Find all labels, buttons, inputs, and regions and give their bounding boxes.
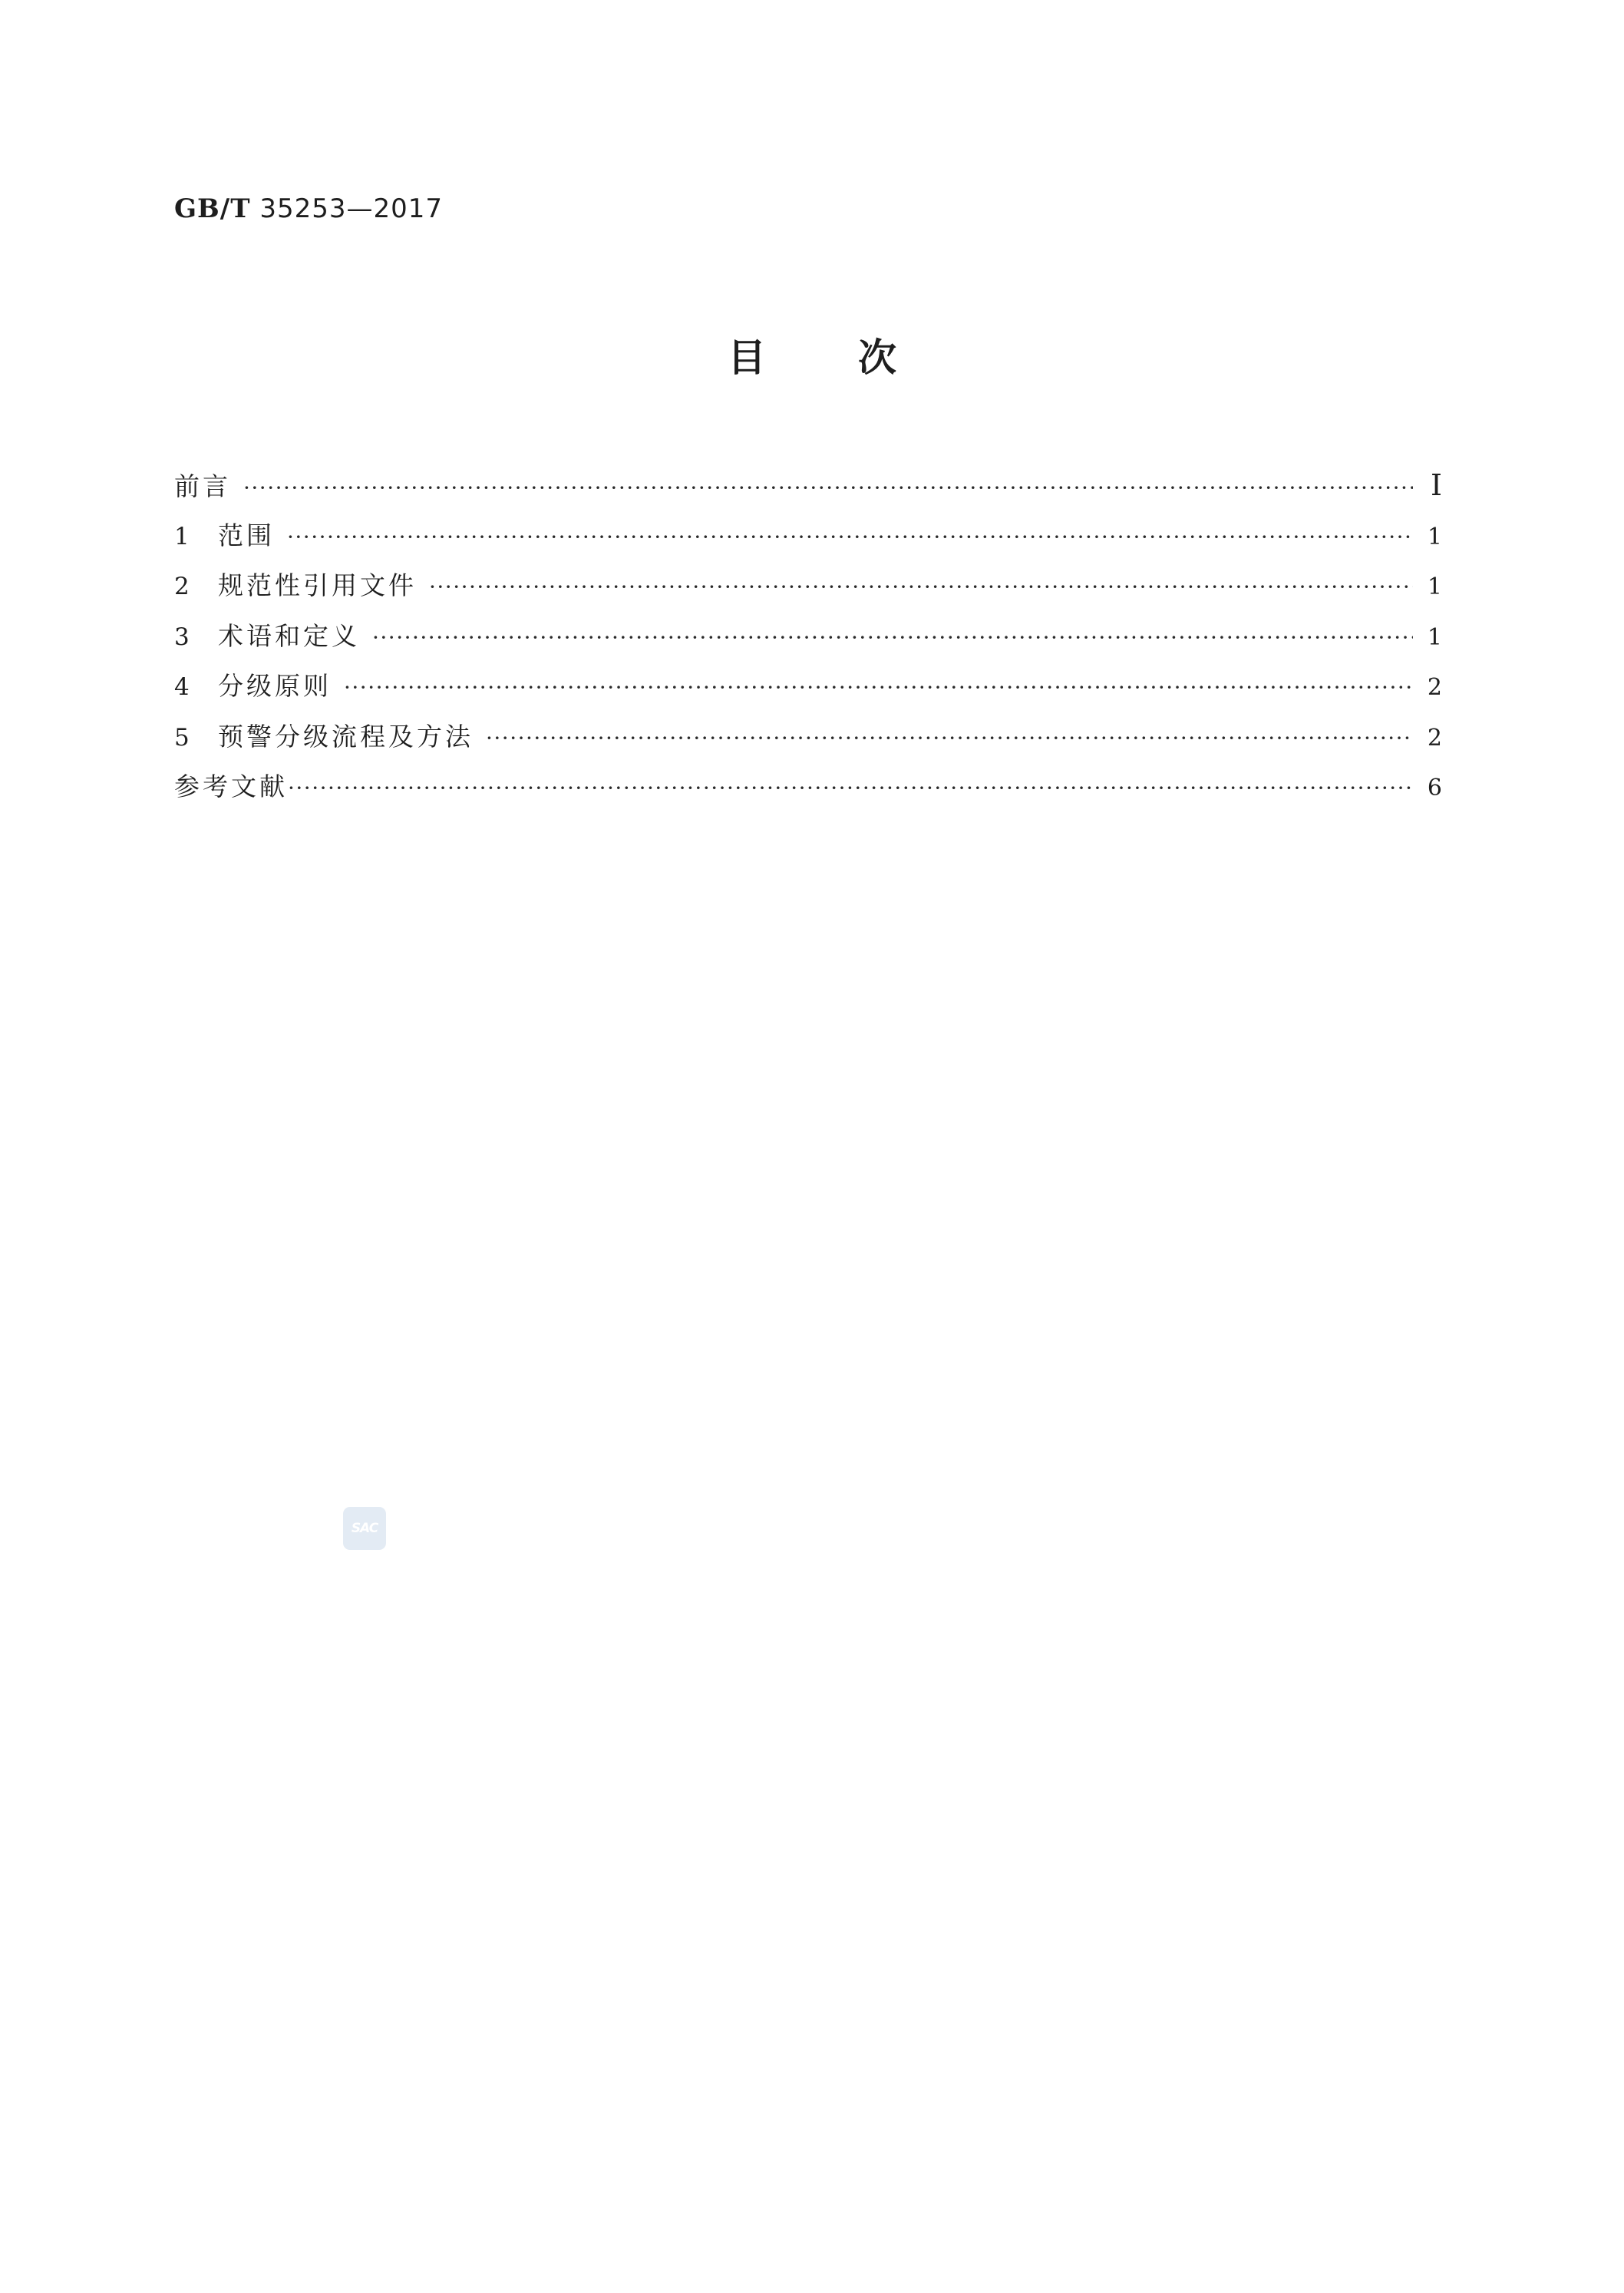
standard-code [174,193,443,224]
toc-entry-page: 6 [1427,775,1442,801]
toc-entry-page: 1 [1427,573,1442,600]
toc-leader-dots [429,570,1413,604]
toc-entry-number: 1 [174,522,190,550]
toc-entry-label: 规范性引用文件 [218,570,417,600]
toc-entry-warning-process[interactable] [174,720,1442,771]
toc-entry-number: 5 [174,723,190,752]
toc-entry-label: 范围 [218,520,275,550]
toc-entry-label: 参考文献 [174,771,288,801]
toc-entry-label: 预警分级流程及方法 [218,721,474,752]
page-title: 目次 [728,335,989,380]
table-of-contents [174,468,1442,821]
toc-entry-page: I [1430,468,1442,502]
toc-entry-grading-principles[interactable] [174,669,1442,720]
toc-entry-page: 2 [1427,724,1442,752]
toc-leader-dots [243,471,1413,505]
toc-leader-dots [486,722,1413,755]
toc-entry-number: 2 [174,573,190,600]
toc-entry-scope[interactable] [174,519,1442,570]
toc-entry-number: 3 [174,623,190,651]
standard-code-number: 35253—2017 [259,193,443,224]
toc-entry-terms-definitions[interactable] [174,620,1442,670]
toc-entry-page: 1 [1427,623,1442,651]
standard-code-prefix: GB/T [174,193,251,224]
toc-entry-number: 4 [174,673,190,701]
toc-entry-foreword[interactable] [174,468,1442,519]
toc-leader-dots [372,621,1413,655]
toc-leader-dots [288,771,1413,805]
toc-entry-normative-references[interactable] [174,569,1442,620]
toc-leader-dots [344,671,1413,705]
sac-watermark-logo: SAC [343,1507,386,1550]
toc-entry-label: 前言 [174,471,231,501]
toc-entry-label: 分级原则 [218,671,332,701]
toc-entry-bibliography[interactable] [174,770,1442,821]
toc-entry-page: 2 [1427,674,1442,701]
toc-entry-label: 术语和定义 [218,620,360,651]
toc-leader-dots [287,520,1413,554]
toc-entry-page: 1 [1427,523,1442,550]
